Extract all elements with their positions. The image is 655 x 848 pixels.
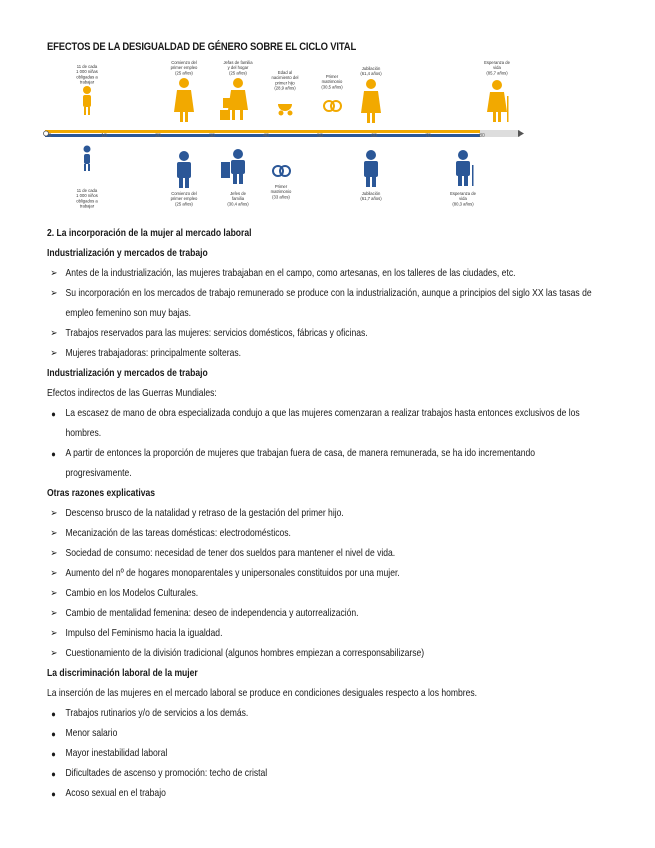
women-milestone-label: 11 de cada [76,64,98,69]
list-item: ● Menor salario [47,724,534,744]
men-milestone-label: familia [231,196,245,202]
men-milestone-label: Comienzo del [171,191,197,196]
arrow-bullet-icon: ➢ [50,588,58,599]
list-item: ● A partir de entonces la proporción de mujeres que trabajan fuera de casa, de manera remunerada, se ha ido incrementando [47,444,534,464]
women-milestone-label: Primer [325,74,339,79]
women-milestone-label: trabajar [79,79,95,85]
women-milestone-label: (85,7 años) [486,70,508,76]
woman-household-icon [220,78,248,120]
list-item-continuation: empleo femenino son muy bajas. [65,308,192,319]
men-milestone-label: Primer [274,184,288,189]
list-item: ● Trabajos rutinarios y/o de servicios a los demás. [47,704,534,724]
men-milestone-label: (61,7 años) [360,196,382,202]
subheading-industrializacion: Industrialización y mercados de trabajo [47,248,208,259]
women-figures [83,78,509,123]
list-item: ➢ Sociedad de consumo: necesidad de tener dos sueldos para mantener el nivel de vida. [47,544,534,564]
arrow-bullet-icon: ➢ [50,568,58,579]
women-milestone-label: Edad al [277,70,293,75]
list-item: ➢ Trabajos reservados para las mujeres: servicios domésticos, fábricas y oficinas. [47,324,534,344]
section-title: 2. La incorporación de la mujer al mercado laboral [47,228,252,239]
gender-life-cycle-infographic [40,58,540,218]
list-item-continuation: progresivamente. [65,468,132,479]
list-item-continuation: hombres. [65,428,102,439]
men-milestone-label: (80,3 años) [452,201,474,207]
women-milestone-label: (25 años) [175,70,193,76]
list-item: ➢ Impulso del Feminismo hacia la igualdad. [47,624,534,644]
subheading-otras-razones: Otras razones explicativas [47,488,155,499]
women-milestone-label: obligadas a [76,74,98,80]
women-milestone-label: Esperanza de [484,60,510,65]
document-title: EFECTOS DE LA DESIGUALDAD DE GÉNERO SOBRE EL CICLO VITAL [47,41,357,53]
timeline-tick-label: 0 [48,133,52,139]
timeline-tick-label: 20 [155,133,161,139]
list-item: ➢ Mecanización de las tareas domésticas: electrodomésticos. [47,524,534,544]
women-milestone-label: primer empleo [170,65,198,71]
timeline-tick-label: 40 [263,133,269,139]
men-milestone-label: trabajar [79,203,95,209]
women-milestone-labels [76,60,510,91]
timeline-tick-label: 30 [209,133,215,139]
men-milestone-label: (25 años) [175,201,193,207]
document-body [47,224,627,804]
women-milestone-label: nacimiento del [271,75,299,81]
list-item: ● Mayor inestabilidad laboral [47,744,534,764]
men-milestone-label: 11 de cada [76,188,98,193]
man-household-icon [221,149,245,184]
paragraph: Efectos indirectos de las Guerras Mundiales: [47,388,217,399]
arrow-bullet-icon: ➢ [50,628,58,639]
men-milestone-label: (30,4 años) [227,201,249,207]
dot-bullet-icon: ● [51,409,56,419]
women-milestone-label: Jefas de familia [223,60,253,65]
women-milestone-label: (28,9 años) [274,85,296,91]
list-item: ➢ Cuestionamiento de la división tradicional (algunos hombres empiezan a corresponsabilizarse) [47,644,534,664]
arrow-bullet-icon: ➢ [50,508,58,519]
subheading-industrializacion-2: Industrialización y mercados de trabajo [47,368,208,379]
girl-figure-icon [83,86,91,115]
men-milestone-label: Jubilación [361,191,381,196]
list-item: ➢ Cambio en los Modelos Culturales. [47,584,534,604]
dot-bullet-icon: ● [51,789,56,799]
timeline-tick-label: 70 [425,133,431,139]
woman-worker-icon [174,78,194,122]
retired-man-icon [364,150,378,187]
elderly-woman-icon [487,80,509,122]
men-milestone-label: primer empleo [170,196,198,202]
arrow-bullet-icon: ➢ [50,288,58,299]
wedding-rings-men-icon [273,166,290,176]
dot-bullet-icon: ● [51,449,56,459]
women-milestone-label: (30,5 años) [321,84,343,90]
women-milestone-label: Comienzo del [171,60,197,65]
timeline-tick-label: 80 [479,133,485,139]
arrow-bullet-icon: ➢ [50,648,58,659]
men-figures [84,146,474,189]
women-milestone-label: (25 años) [229,70,247,76]
men-milestone-label: Jefes de [230,191,246,196]
dot-bullet-icon: ● [51,709,56,719]
dot-bullet-icon: ● [51,769,56,779]
list-item: ● Acoso sexual en el trabajo [47,784,534,804]
baby-carriage-icon [278,104,293,116]
timeline-tick-label: 10 [101,133,107,139]
arrow-bullet-icon: ➢ [50,528,58,539]
arrow-bullet-icon: ➢ [50,268,58,279]
men-milestone-label: Esperanza de [450,191,476,196]
wedding-rings-icon [324,101,341,111]
timeline-tick-label: 50 [317,133,323,139]
man-worker-icon [177,151,191,188]
women-milestone-label: vida [493,65,501,71]
dot-bullet-icon: ● [51,729,56,739]
women-milestone-label: 1 000 niñas [76,69,98,75]
list-item: ➢ Mujeres trabajadoras: principalmente solteras. [47,344,534,364]
women-milestone-label: (61,4 años) [360,71,382,77]
list-item: ➢ Aumento del nº de hogares monoparentales y unipersonales constituidos por una mujer. [47,564,534,584]
men-milestone-label: vida [459,196,467,202]
subheading-discriminacion: La discriminación laboral de la mujer [47,668,198,679]
men-milestone-label: matrimonio [270,189,292,195]
men-milestone-labels [76,184,476,209]
paragraph: La inserción de las mujeres en el mercado laboral se produce en condiciones desiguales respecto a los hombres. [47,688,478,699]
men-milestone-label: obligados a [76,198,98,204]
timeline-axis [44,130,525,137]
timeline-tick-label: 60 [371,133,377,139]
women-milestone-label: y del hogar [227,65,249,71]
retired-woman-icon [361,79,381,123]
arrow-bullet-icon: ➢ [50,328,58,339]
men-milestone-label: 1 000 niños [76,193,98,199]
arrow-bullet-icon: ➢ [50,608,58,619]
elderly-man-icon [456,150,474,186]
dot-bullet-icon: ● [51,749,56,759]
arrow-bullet-icon: ➢ [50,548,58,559]
women-milestone-label: primer hijo [275,80,295,86]
list-item: ➢ Antes de la industrialización, las mujeres trabajaban en el campo, como artesanas, en los talleres de las ciudades, etc. [47,264,534,284]
list-item: ➢ Su incorporación en los mercados de trabajo remunerado se produce con la industrialización, aunque a principios del siglo XX las tasas de [47,284,534,304]
arrow-bullet-icon: ➢ [50,348,58,359]
women-milestone-label: Jubilación [361,66,381,71]
list-item: ➢ Cambio de mentalidad femenina: deseo de independencia y autorrealización. [47,604,534,624]
list-item: ● La escasez de mano de obra especializada condujo a que las mujeres comenzaran a realizar trabajos hasta entonces exclusivos de los [47,404,534,424]
men-milestone-label: (33 años) [272,194,290,200]
list-item: ● Dificultades de ascenso y promoción: techo de cristal [47,764,534,784]
boy-figure-icon [84,146,91,172]
list-item: ➢ Descenso brusco de la natalidad y retraso de la gestación del primer hijo. [47,504,534,524]
women-milestone-label: matrimonio [321,79,343,85]
